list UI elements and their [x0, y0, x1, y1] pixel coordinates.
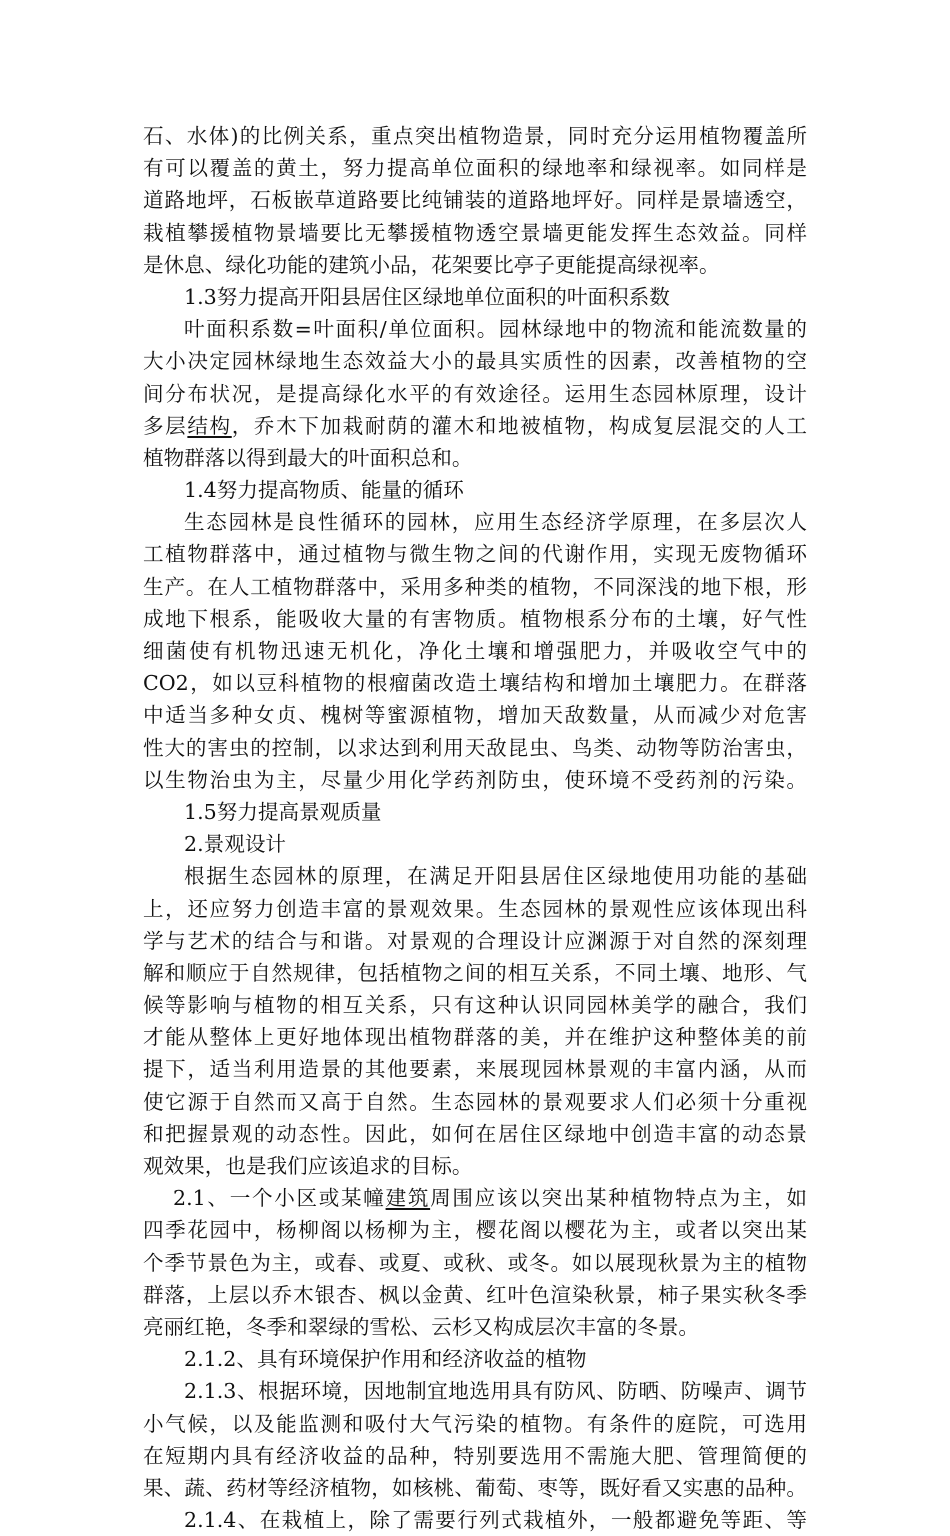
text-line: 提下，适当利用造景的其他要素，来展现园林景观的丰富内涵，从而 — [143, 1057, 807, 1082]
text-line: 以生物治虫为主，尽量少用化学药剂防虫，使环境不受药剂的污染。 — [143, 767, 807, 792]
text-line: 2.1.2、具有环境保护作用和经济收益的植物 — [184, 1347, 587, 1372]
text-line: 成地下根系，能吸收大量的有害物质。植物根系分布的土壤，好气性 — [143, 606, 807, 631]
text-line: 1.4努力提高物质、能量的循环 — [184, 478, 464, 503]
text-line: 观效果，也是我们应该追求的目标。 — [143, 1154, 473, 1178]
text-segment: ，乔木下加栽耐荫的灌木和地被植物，构成复层混交的人工 — [231, 413, 808, 438]
text-line: 使它源于自然而又高于自然。生态园林的景观要求人们必须十分重视 — [143, 1089, 807, 1114]
text-line — [143, 410, 807, 442]
text-line: 1.3努力提高开阳县居住区绿地单位面积的叶面积系数 — [184, 284, 670, 309]
text-line: 1.5努力提高景观质量 — [184, 799, 382, 824]
text-line: 群落，上层以乔木银杏、枫以金黄、红叶色渲染秋景，柿子果实秋冬季 — [143, 1282, 807, 1307]
text-line: 2.景观设计 — [184, 832, 287, 857]
text-line: 在短期内具有经济收益的品种，特别要选用不需施大肥、管理简便的 — [143, 1443, 807, 1468]
text-line: 性大的害虫的控制，以求达到利用天敌昆虫、鸟类、动物等防治害虫， — [143, 735, 807, 760]
text-line: 生产。在人工植物群落中，采用多种类的植物，不同深浅的地下根，形 — [143, 574, 807, 599]
text-line: 学与艺术的结合与和谐。对景观的合理设计应渊源于对自然的深刻理 — [143, 928, 807, 953]
text-line: CO2，如以豆科植物的根瘤菌改造土壤结构和增加土壤肥力。在群落 — [143, 671, 807, 696]
text-segment: 多层 — [143, 413, 188, 438]
text-line: 栽植攀援植物景墙要比无攀援植物透空景墙更能发挥生态效益。同样 — [143, 220, 807, 245]
text-line: 中适当多种女贞、槐树等蜜源植物，增加天敌数量，从而减少对危害 — [143, 703, 807, 728]
text-line: 植物群落以得到最大的叶面积总和。 — [143, 445, 473, 470]
underlined-term: 结构 — [187, 413, 232, 438]
text-line: 间分布状况，是提高绿化水平的有效途径。运用生态园林原理，设计 — [143, 381, 807, 406]
text-line: 解和顺应于自然规律，包括植物之间的相互关系，不同土壤、地形、气 — [143, 960, 807, 985]
text-line: 2.1.3、根据环境，因地制宜地选用具有防风、防晒、防噪声、调节 — [184, 1379, 807, 1404]
text-line: 才能从整体上更好地体现出植物群落的美，并在维护这种整体美的前 — [143, 1025, 807, 1050]
text-line: 个季节景色为主，或春、或夏、或秋、或冬。如以展现秋景为主的植物 — [143, 1250, 807, 1275]
text-line: 有可以覆盖的黄土，努力提高单位面积的绿地率和绿视率。如同样是 — [143, 156, 807, 181]
text-line: 细菌使有机物迅速无机化，净化土壤和增强肥力，并吸收空气中的 — [143, 639, 807, 663]
text-segment: 2.1、一个小区或某幢 — [173, 1186, 386, 1211]
text-line: 候等影响与植物的相互关系，只有这种认识同园林美学的融合，我们 — [143, 993, 807, 1018]
text-segment: 周围应该以突出某种植物特点为主，如 — [430, 1186, 808, 1211]
text-line: 2.1.4、在栽植上，除了需要行列式栽植外，一般都避免等距、等 — [184, 1508, 807, 1533]
text-line: 道路地坪，石板嵌草道路要比纯铺装的道路地坪好。同样是景墙透空， — [143, 188, 807, 213]
text-line: 亮丽红艳，冬季和翠绿的雪松、云杉又构成层次丰富的冬景。 — [143, 1314, 700, 1339]
text-line: 小气候，以及能监测和吸付大气污染的植物。有条件的庭院，可选用 — [143, 1411, 807, 1436]
underlined-term: 建筑 — [385, 1186, 431, 1211]
text-line: 生态园林是良性循环的园林，应用生态经济学原理，在多层次人 — [184, 510, 807, 535]
text-line: 果、蔬、药材等经济植物，如核桃、葡萄、枣等，既好看又实惠的品种。 — [143, 1475, 807, 1500]
document-body — [143, 120, 807, 1536]
text-line: 四季花园中，杨柳阁以杨柳为主，樱花阁以樱花为主，或者以突出某 — [143, 1218, 807, 1243]
text-line: 上，还应努力创造丰富的景观效果。生态园林的景观性应该体现出科 — [143, 896, 807, 921]
text-line: 大小决定园林绿地生态效益大小的最具实质性的因素，改善植物的空 — [143, 349, 807, 374]
text-line: 石、水体)的比例关系，重点突出植物造景，同时充分运用植物覆盖所 — [143, 124, 807, 148]
text-line: 是休息、绿化功能的建筑小品，花架要比亭子更能提高绿视率。 — [143, 252, 720, 277]
text-line: 根据生态园林的原理，在满足开阳县居住区绿地使用功能的基础 — [184, 864, 807, 889]
text-line: 和把握景观的动态性。因此，如何在居住区绿地中创造丰富的动态景 — [143, 1121, 807, 1146]
text-line: 叶面积系数=叶面积/单位面积。园林绿地中的物流和能流数量的 — [184, 317, 807, 342]
text-line: 工植物群落中，通过植物与微生物之间的代谢作用，实现无废物循环 — [143, 542, 807, 567]
text-line — [143, 1182, 807, 1214]
